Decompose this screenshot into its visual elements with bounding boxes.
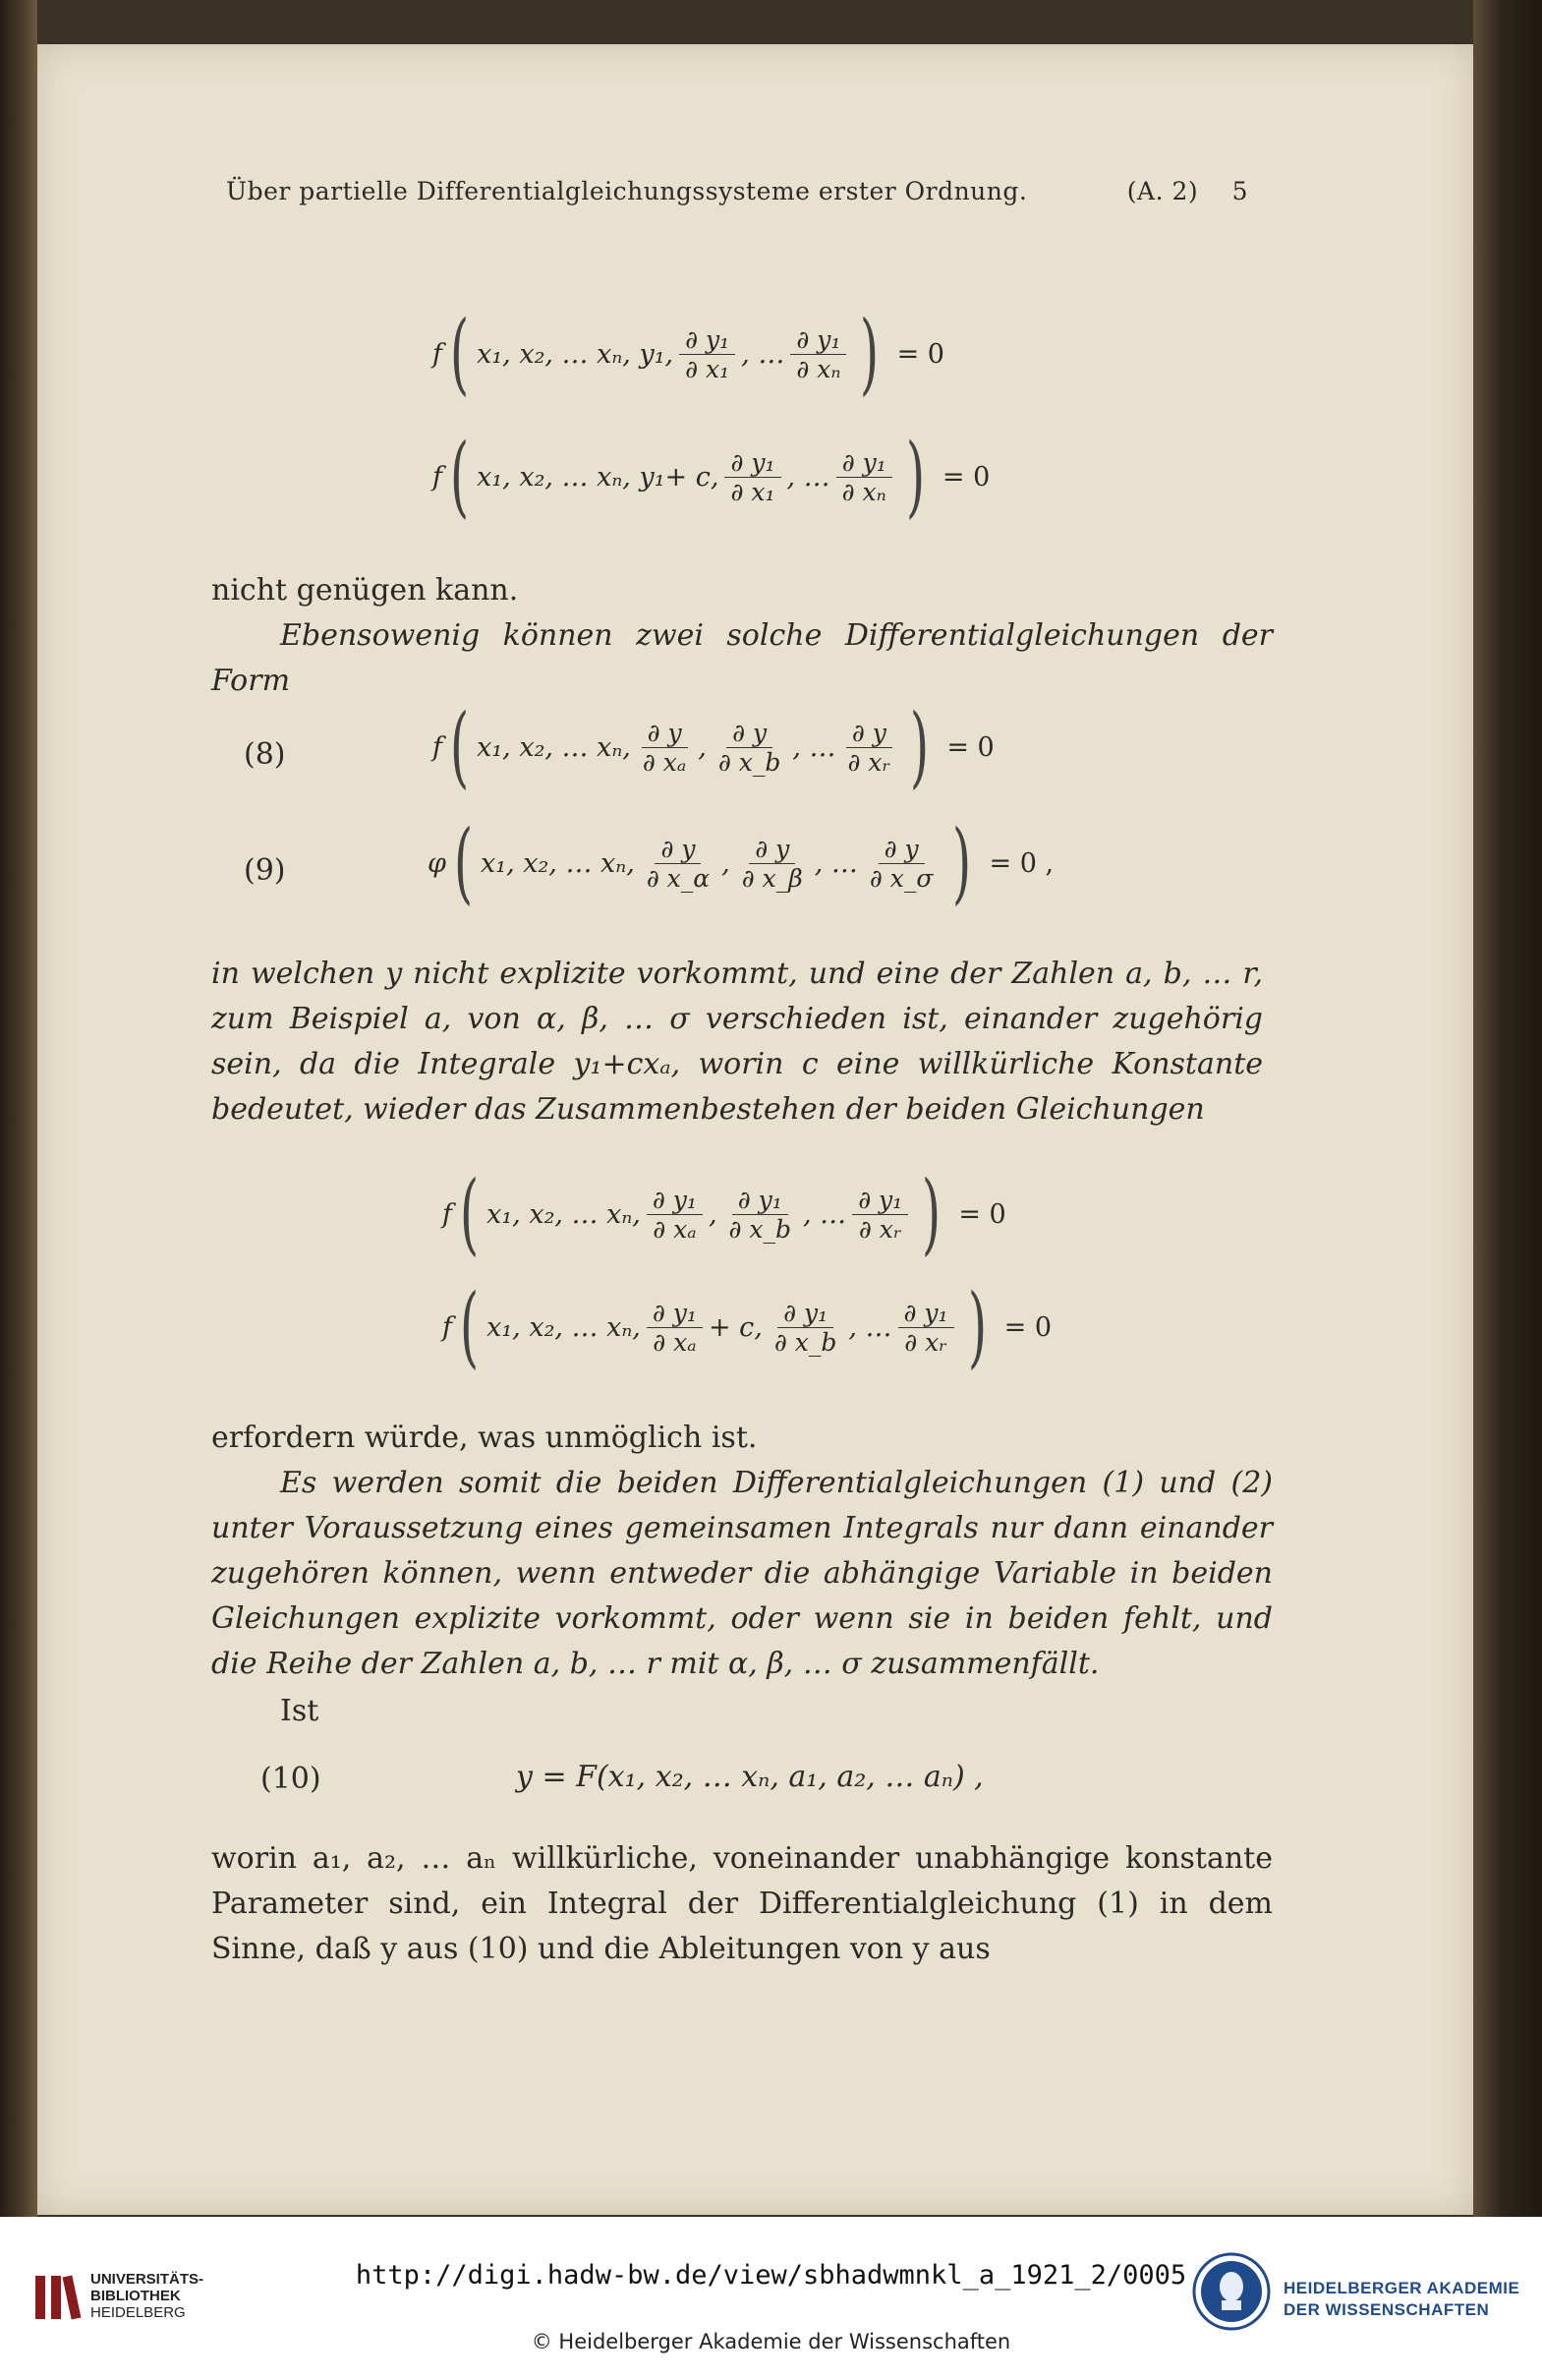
eq-func: f [432, 731, 442, 763]
academy-line-1: HEIDELBERGER AKADEMIE [1284, 2279, 1520, 2297]
eq-ellipsis: , … [848, 1311, 892, 1343]
fraction [647, 1186, 703, 1244]
frac-num: ∂ y₁ [777, 1299, 833, 1328]
eq-label-10: (10) [260, 1762, 321, 1796]
running-head-right [1102, 177, 1248, 205]
eq-ellipsis: , … [803, 1198, 847, 1230]
library-line-3: HEIDELBERG [90, 2304, 186, 2321]
running-head-title: Über partielle Differentialgleichungssysteme erster Ordnung. [226, 177, 1028, 205]
frac-den: ∂ xᵣ [904, 1327, 947, 1357]
eq-func: f [432, 338, 442, 370]
eq-ellipsis: , … [792, 731, 836, 763]
eq-func: f [432, 461, 442, 493]
fraction [898, 1299, 954, 1357]
paren-open: ( [449, 302, 470, 405]
frac-den: ∂ x₁ [685, 354, 730, 383]
frac-num: ∂ y [642, 719, 688, 748]
frac-den: ∂ xᵣ [847, 747, 891, 777]
frac-num: ∂ y [879, 835, 925, 864]
frac-den: ∂ x_α [646, 863, 711, 893]
paren-close: ) [952, 811, 972, 914]
fraction [852, 1186, 908, 1244]
academy-name [1284, 2278, 1519, 2321]
equation-8: f ( x₁, x₂, … xₙ, $\frac{\partial y}{\text{∂ xₐ}}$ , $\frac{\partial y}{\partial x\_b}$ , … $\frac{\partial y}{\text{∂ xᵣ}}$ ) = 0 [432, 695, 995, 798]
paren-close: ) [910, 695, 930, 798]
eq-func: f [442, 1311, 452, 1343]
eq-args: x₁, x₂, … xₙ, y₁, [477, 338, 674, 370]
eq-rhs: = 0 [896, 338, 944, 370]
eq-func: f [442, 1198, 452, 1230]
frac-den: ∂ xₙ [796, 354, 841, 383]
copyright-notice: © Heidelberger Akademie der Wissenschaften [531, 2330, 1011, 2353]
frac-num: ∂ y₁ [647, 1299, 703, 1328]
eq-rhs: = 0 [942, 461, 991, 493]
library-line-2: BIBLIOTHEK [90, 2288, 181, 2304]
eq-args: x₁, x₂, … xₙ, [486, 1198, 641, 1230]
paren-open: ( [453, 811, 474, 914]
frac-den: ∂ xₙ [841, 477, 886, 506]
equation-a [432, 302, 944, 405]
paren-open: ( [459, 1275, 480, 1378]
fraction [842, 719, 897, 777]
eq-rhs: = 0 [1003, 1311, 1053, 1343]
frac-num: ∂ y [726, 719, 772, 748]
paren-open: ( [459, 1162, 480, 1265]
equation-10: y = F(x₁, x₂, … xₙ, a₁, a₂, … aₙ) , [516, 1760, 984, 1794]
frac-den: ∂ x_b [728, 1214, 792, 1244]
paragraph-6: Ist [280, 1694, 319, 1728]
frac-den: ∂ x_β [741, 863, 803, 893]
eq-label-8: (8) [244, 737, 286, 772]
eq-args: x₁, x₂, … xₙ, [477, 731, 631, 763]
frac-num: ∂ y [749, 835, 795, 864]
eq-ellipsis: , … [741, 338, 785, 370]
fraction [647, 1299, 703, 1357]
paragraph-5: Es werden somit die beiden Differentialgleichungen (1) und (2) unter Voraussetzung eines gemeinsamen Integrals nur dann einander zugehören können, wenn entweder die abhängige Variable in beiden Gleichungen explizite vorkommt, oder wenn sie in beiden fehlt, und die Reihe der Zahlen a, b, … r mit α, β, … σ zusammenfällt. [211, 1466, 1273, 1681]
frac-den: ∂ xₐ [642, 747, 687, 777]
eq-func: φ [428, 847, 446, 879]
frac-num: ∂ y [655, 835, 701, 864]
running-head-ref: (A. 2) [1126, 177, 1199, 205]
fraction [736, 835, 809, 893]
fraction [724, 448, 780, 506]
paren-open: ( [449, 695, 470, 798]
fraction [836, 448, 892, 506]
academy-line-2: DER WISSENSCHAFTEN [1284, 2300, 1490, 2319]
running-head [226, 177, 1248, 205]
paragraph-3 [211, 952, 1263, 1132]
eq-ellipsis: , … [814, 847, 858, 879]
fraction [713, 719, 786, 777]
paren-close: ) [922, 1162, 942, 1265]
frac-den: ∂ xₐ [653, 1327, 697, 1357]
page-number: 5 [1231, 177, 1248, 205]
frac-num: ∂ y₁ [732, 1186, 788, 1215]
paragraph-1: nicht genügen kann. [211, 573, 519, 608]
frac-den: ∂ xᵣ [858, 1214, 902, 1244]
frac-den: ∂ x₁ [730, 477, 775, 506]
fraction [723, 1186, 797, 1244]
equation-c: f ( x₁, x₂, … xₙ, $\frac{\text{∂ y₁}}{\text{∂ xₐ}}$ , $\frac{\text{∂ y₁}}{\partial x\_b}$ , … $\frac{\text{∂ y₁}}{\text{∂ xᵣ}}$ ) = 0 [442, 1162, 1006, 1265]
frac-num: ∂ y₁ [724, 448, 780, 478]
frac-den: ∂ x_b [717, 747, 781, 777]
frac-den: ∂ x_σ [869, 863, 934, 893]
equation-d [442, 1275, 1053, 1378]
frac-num: ∂ y₁ [898, 1299, 954, 1328]
library-line-1: UNIVERSITÄTS- [90, 2271, 204, 2288]
equation-b [432, 425, 991, 528]
fraction [864, 835, 940, 893]
equation-9: φ ( x₁, x₂, … xₙ, $\frac{\partial y}{\partial x\_\alpha}$ , $\frac{\partial y}{\partial x\_\beta}$ , … $\frac{\partial y}{\partial x\_\sigma}$ ) = 0 , [428, 811, 1055, 914]
eq-args: x₁, x₂, … xₙ, y₁+ c, [477, 461, 719, 493]
eq-args: x₁, x₂, … xₙ, [481, 847, 635, 879]
frac-num: ∂ y₁ [836, 448, 892, 478]
paragraph-7: worin a₁, a₂, … aₙ willkürliche, voneinander unabhängige konstante Parameter sind, ein Integral der Differentialgleichung (1) in dem Sinne, daß y aus (10) und die Ableitungen von y aus [211, 1841, 1273, 1966]
paren-open: ( [449, 425, 470, 528]
eq-rhs: = 0 , [989, 847, 1055, 879]
paren-close: ) [967, 1275, 987, 1378]
academy-seal-icon [1191, 2251, 1272, 2332]
eq-ellipsis: , … [786, 461, 830, 493]
frac-num: ∂ y₁ [790, 325, 846, 355]
fraction [637, 719, 692, 777]
paragraph-3-text: in welchen y nicht explizite vorkommt, und eine der Zahlen a, b, … r, zum Beispiel a, von α, β, … σ verschieden ist, einander zugehörig sein, da die Integrale y₁+cxₐ, worin c eine willkürliche Konstante bedeutet, wieder das Zusammenbestehen der beiden Gleichungen [211, 957, 1263, 1127]
frac-num: ∂ y [846, 719, 892, 748]
viewer-footer [0, 2217, 1542, 2380]
frac-num: ∂ y₁ [647, 1186, 703, 1215]
paren-close: ) [905, 425, 926, 528]
fraction [769, 1299, 842, 1357]
eq-args: x₁, x₂, … xₙ, [486, 1311, 641, 1343]
scan-border-right [1473, 0, 1542, 2217]
paragraph-4: erfordern würde, was unmöglich ist. [211, 1421, 758, 1455]
fraction [679, 325, 735, 383]
frac-den: ∂ x_b [773, 1327, 837, 1357]
scan-border-left [0, 0, 37, 2217]
frac-num: ∂ y₁ [852, 1186, 908, 1215]
fraction [790, 325, 846, 383]
eq-label-9: (9) [244, 853, 286, 888]
paren-close: ) [860, 302, 880, 405]
eq-rhs: = 0 [958, 1198, 1006, 1230]
fraction [641, 835, 715, 893]
eq-rhs: = 0 [946, 731, 995, 763]
permalink-url[interactable]: http://digi.hadw-bw.de/view/sbhadwmnkl_a_1921_2/0005 [355, 2260, 1187, 2291]
paragraph-2: Ebensowenig können zwei solche Differentialgleichungen der Form [211, 618, 1273, 698]
eq-plus-c: + c, [708, 1311, 763, 1343]
frac-num: ∂ y₁ [679, 325, 735, 355]
frac-den: ∂ xₐ [653, 1214, 697, 1244]
